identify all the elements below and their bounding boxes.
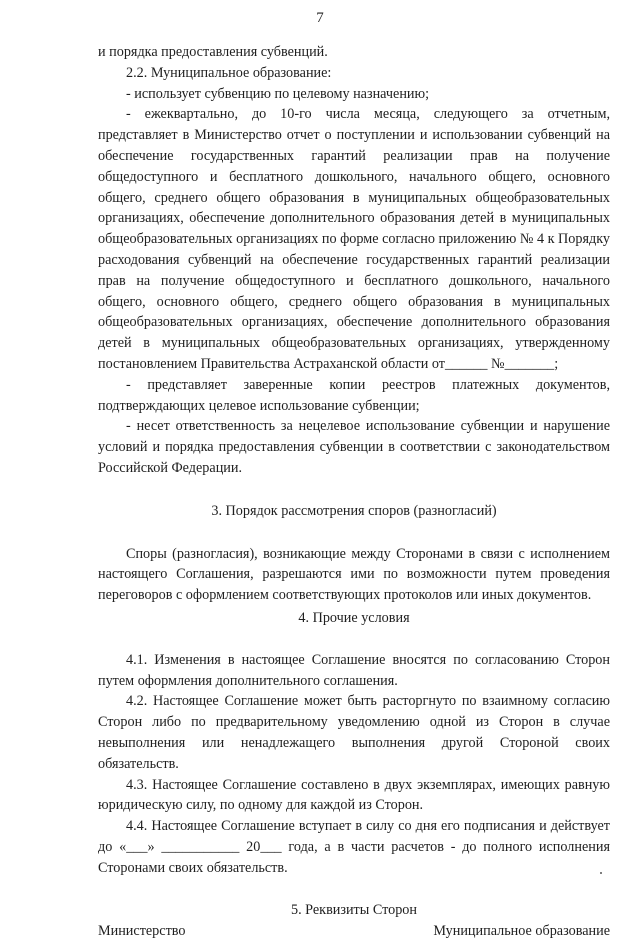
party-municipality: Муниципальное образование [433,923,610,940]
page-number: 7 [316,10,324,26]
document-body [98,42,610,942]
clause-4-4: 4.4. Настоящее Соглашение вступает в силу со дня его подписания и действует до «___» ___________ 20___ года, а в части расчетов - до полного исполнения Сторонами своих обязательств. [98,818,610,876]
party-ministry: Министерство [98,923,186,940]
clause-2-2-title: 2.2. Муниципальное образование: [126,64,332,81]
clause-2-2-item-2: - ежеквартально, до 10-го числа месяца, следующего за отчетным, представляет в Министерство отчет о поступлении и использовании субвенций на обеспечение государственных гарантий реализации прав на получение общедоступного и бесплатного дошкольного, начального общего, основного общего, среднего общего образования в муниципальных общеобразовательных организациях, обеспечение дополнительного образования детей в муниципальных общеобразовательных организациях по форме согласно приложению № 4 к Порядку расходования субвенций на обеспечение государственных гарантий реализации прав на получение общедоступного и бесплатного дошкольного, начального общего, основного общего, среднего общего образования в муниципальных общеобразовательных организациях, обеспечение дополнительного образования детей в муниципальных общеобразовательных организациях, утвержденному постановлением Правительства Астраханской области от______ №_______; [98,106,610,372]
parties-row [98,921,610,942]
paragraph-continuation: и порядка предоставления субвенций. [98,44,328,60]
clause-2-2-item-1: - использует субвенцию по целевому назначению; [126,85,430,102]
clause-4-1: 4.1. Изменения в настоящее Соглашение вносятся по согласованию Сторон путем оформления дополнительного соглашения. [98,651,610,689]
clause-2-2-item-4: - несет ответственность за нецелевое использование субвенции и нарушение условий и порядка предоставления субвенции в соответствии с законодательством Российской Федерации. [98,418,610,476]
clause-4-2: 4.2. Настоящее Соглашение может быть расторгнуто по взаимному согласию Сторон либо по предварительному уведомлению одной из Сторон в случае невыполнения или ненадлежащего выполнения другой Стороной своих обязательств. [98,693,610,772]
section-3-heading: 3. Порядок рассмотрения споров (разногласий) [211,502,497,519]
section-4-heading: 4. Прочие условия [298,609,410,626]
clause-2-2-item-3: - представляет заверенные копии реестров платежных документов, подтверждающих целевое использование субвенции; [98,376,610,414]
section-5-heading: 5. Реквизиты Сторон [290,902,417,919]
scan-speck [600,872,602,874]
section-3-text: Споры (разногласия), возникающие между Сторонами в связи с исполнением настоящего Соглашения, разрешаются ими по возможности путем проведения переговоров с оформлением соответствующих протоколов или иных документов. [98,545,610,604]
clause-4-3: 4.3. Настоящее Соглашение составлено в двух экземплярах, имеющих равную юридическую силу, по одному для каждой из Сторон. [98,776,610,814]
